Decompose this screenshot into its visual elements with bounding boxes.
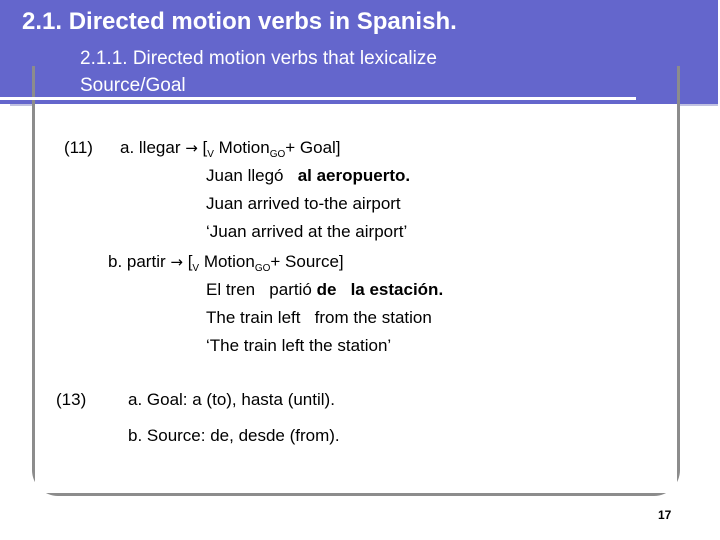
slide-title: 2.1. Directed motion verbs in Spanish. [22,8,457,35]
example-11a-spanish-plain: Juan llegó [206,166,284,185]
example-13-number: (13) [56,390,87,409]
example-11b-row [108,252,344,274]
arrow-right-icon: → [170,253,183,271]
example-11a-row [120,138,341,160]
arrow-right-icon: → [185,139,198,157]
example-11a-translation: ‘Juan arrived at the airport’ [206,222,408,241]
example-11b-spanish-bold: de la estación. [316,280,444,299]
title-underline [0,97,636,100]
example-11a-formula: [$_V$ Motion$_{GO}$+ Goal] [202,138,341,160]
example-11a-gloss: Juan arrived to-the airport [206,194,401,213]
example-13b-line: b. Source: de, desde (from). [128,426,340,445]
subtitle-line-2: Source/Goal [80,75,186,96]
example-11b-spanish [206,280,443,300]
example-11b-formula: [$_V$ Motion$_{GO}$+ Source] [187,252,344,274]
example-11-number: (11) [64,138,93,157]
example-13a-line: a. Goal: a (to), hasta (until). [128,390,335,409]
example-11b-label: b. partir [108,252,166,271]
slide-subtitle [80,45,437,99]
example-11b-translation: ‘The train left the station’ [206,336,392,355]
example-11b-gloss: The train left from the station [206,308,432,327]
example-11a-spanish [206,166,410,186]
example-11a-label: a. llegar [120,138,181,157]
subtitle-line-1: 2.1.1. Directed motion verbs that lexicalize [80,48,437,69]
example-11a-spanish-bold: al aeropuerto. [297,166,411,185]
example-11b-spanish-plain: El tren partió [206,280,312,299]
page-number: 17 [658,508,672,522]
